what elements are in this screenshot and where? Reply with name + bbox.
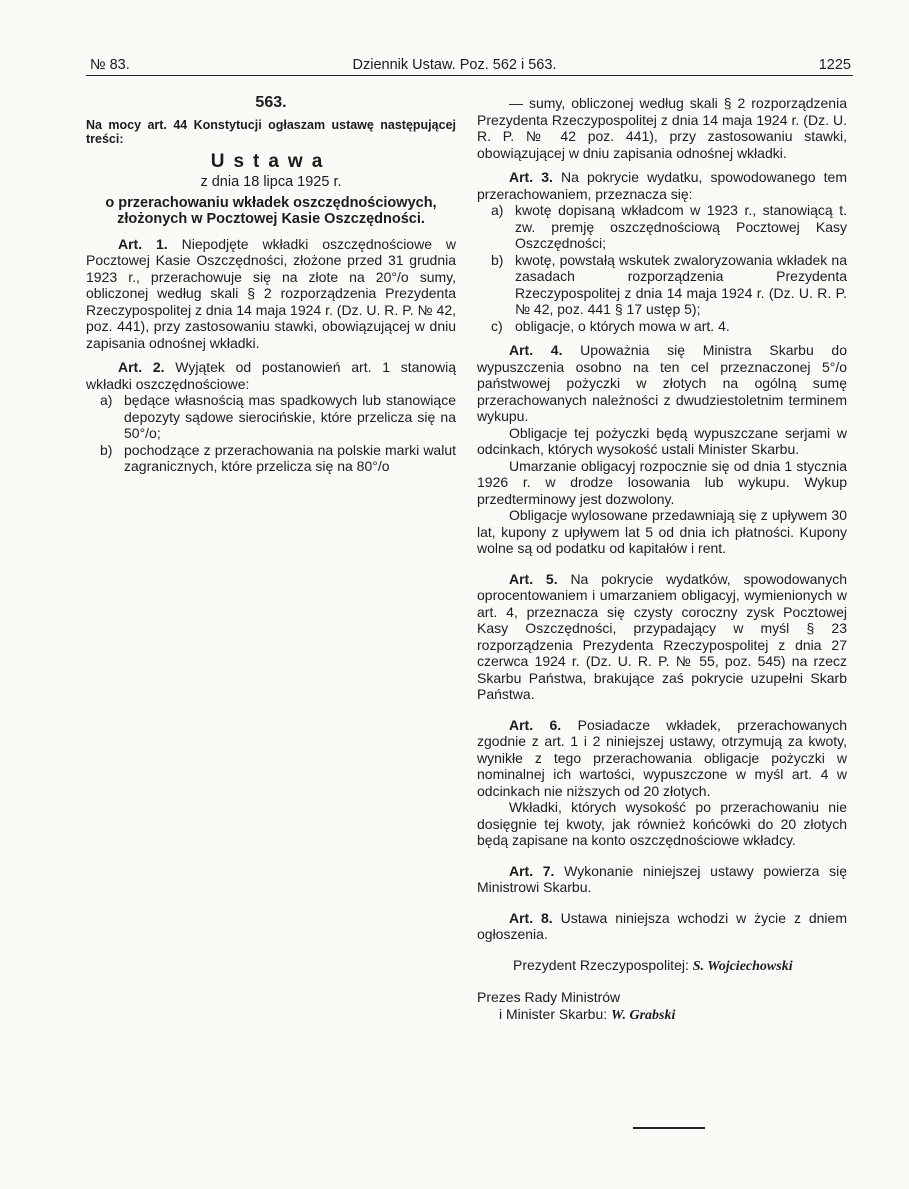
- article-7: [477, 863, 847, 896]
- article-2-item: [86, 392, 456, 442]
- article-2-continuation: — sumy, obliczonej według skali § 2 rozporządzenia Prezydenta Rzeczypospolitej z dnia 14 maja 1924 r. (Dz. U. R. P. № 42 poz. 441), przy zastosowaniu stawki, obowiązującej w dniu zapisania odnośnej wkładki.: [477, 95, 847, 161]
- page-number: 1225: [818, 57, 851, 73]
- article-1-heading: Art. 1.: [118, 235, 168, 252]
- article-5-heading: Art. 5.: [509, 570, 558, 587]
- article-3-heading: Art. 3.: [509, 169, 553, 185]
- article-3-text: Na pokrycie wydatku, spowodowanego tem przerachowaniem, przeznacza się:: [477, 169, 847, 202]
- article-7-heading: Art. 7.: [509, 862, 555, 879]
- end-rule: [633, 1127, 705, 1129]
- act-title: Ustawa: [210, 150, 332, 172]
- article-2-text: Wyjątek od postanowień art. 1 stanowią wkładki oszczędnościowe:: [86, 359, 456, 392]
- treasury-name: W. Grabski: [611, 1007, 676, 1023]
- act-intro: Na mocy art. 44 Konstytucji ogłaszam ustawę następującej treści:: [86, 117, 456, 146]
- article-4-heading: Art. 4.: [509, 342, 563, 358]
- article-2-item: [86, 442, 456, 475]
- item-text: pochodzące z przerachowania na polskie marki walut zagranicznych, które przelicza się na 80°/o: [124, 441, 456, 474]
- item-text: kwotę dopisaną wkładcom w 1923 r., stanowiącą t. zw. premję oszczędnościową Pocztowej Kasy Oszczędności;: [515, 202, 847, 251]
- article-1-text: Niepodjęte wkładki oszczędnościowe w Pocztowej Kasie Oszczędności, złożone przed 31 grudnia 1923 r., przerachowuje się na złote na 20°/o sumy, obliczonej według skali § 2 rozporządzenia Prezydenta Rzeczypospolitej z dnia 14 maja 1924 r. (Dz. U. R. P. № 42, poz. 441), przy zastosowaniu stawki, obowiązującej w dniu zapisania odnośnej wkładki.: [86, 235, 456, 351]
- act-date: z dnia 18 lipca 1925 r.: [200, 174, 342, 190]
- pm-role: Prezes Rady Ministrów: [477, 989, 621, 1005]
- act-number: 563.: [255, 94, 287, 111]
- article-6: [477, 717, 847, 800]
- item-text: obligacje, o których mowa w art. 4.: [515, 317, 730, 334]
- article-6-heading: Art. 6.: [509, 716, 562, 733]
- president-role: Prezydent Rzeczypospolitej:: [513, 956, 689, 973]
- left-column: [86, 95, 456, 475]
- president-name: S. Wojciechowski: [692, 958, 793, 974]
- article-4-paragraph: Obligacje wylosowane przedawniają się z upływem 30 lat, kupony z upływem lat 5 od dnia ich płatności. Kupony wolne są od podatku od kapitałów i rent.: [477, 507, 847, 556]
- item-label: a): [100, 392, 113, 408]
- article-3-item: [477, 202, 847, 252]
- item-label: b): [100, 441, 113, 458]
- article-4: [477, 342, 847, 425]
- article-4-paragraph: Obligacje tej pożyczki będą wypuszczane serjami w odcinkach, których wysokość ustali Minister Skarbu.: [477, 424, 847, 457]
- article-2-heading: Art. 2.: [118, 359, 165, 375]
- item-label: a): [491, 202, 504, 218]
- article-6-paragraph: Wkładki, których wysokość po przerachowaniu nie dosięgnie tej kwoty, jak również końcówki do 20 złotych będą zapisane na konto oszczędnościowe wkładcy.: [477, 799, 847, 848]
- journal-title: Dziennik Ustaw. Poz. 562 i 563.: [352, 57, 557, 73]
- item-label: c): [491, 317, 503, 334]
- article-8: [477, 910, 847, 943]
- item-label: b): [491, 251, 504, 268]
- article-5-text: Na pokrycie wydatków, spowodowanych oprocentowaniem i umarzaniem obligacyj, wymienionych w art. 4, przeznacza się czysty coroczny zysk Pocztowej Kasy Oszczędności, przypadający w myśl § 23 rozporządzenia Prezydenta Rzeczypospolitej z dnia 27 czerwca 1924 r. (Dz. U. R. P. № 55, poz. 545) na rzecz Skarbu Państwa, brakujące zaś pokrycie uzupełni Skarb Państwa.: [477, 570, 848, 702]
- article-8-heading: Art. 8.: [509, 909, 553, 926]
- article-8-text: Ustawa niniejsza wchodzi w życie z dniem ogłoszenia.: [477, 909, 847, 942]
- article-5: [477, 571, 847, 703]
- article-4-paragraph: Upoważnia się Ministra Skarbu do wypuszczenia osobno na ten cel przeznaczonej 5°/o państwowej pożyczki w złotych na ogólną sumę przerachowanych należności z dwudziestoletnim terminem wykupu.: [477, 342, 848, 424]
- right-column: [477, 95, 847, 1024]
- ministers-signature: [477, 989, 847, 1024]
- article-3: [477, 169, 847, 202]
- header-rule: [86, 75, 853, 76]
- treasury-role: i Minister Skarbu:: [499, 1005, 608, 1022]
- item-text: kwotę, powstałą wskutek zwaloryzowania wkładek na zasadach rozporządzenia Prezydenta Rzeczypospolitej z dnia 14 maja 1924 r. (Dz. U. R. P. № 42, poz. 441 § 17 ustęp 5);: [515, 251, 847, 317]
- issue-number: № 83.: [90, 57, 130, 73]
- article-6-paragraph: Posiadacze wkładek, przerachowanych zgodnie z art. 1 i 2 niniejszej ustawy, otrzymują za kwoty, wynikłe z tego przerachowania obligacje pożyczki w nominalnej ich wartości, wypuszczone w myśl art. 4 w odcinkach nie niższych od 20 złotych.: [477, 716, 847, 799]
- article-2: [86, 359, 456, 392]
- article-3-item: [477, 252, 847, 318]
- article-3-item: [477, 318, 847, 335]
- article-4-paragraph: Umarzanie obligacyj rozpocznie się od dnia 1 stycznia 1926 r. w drodze losowania lub wykupu. Wykup przedterminowy jest dozwolony.: [477, 457, 847, 507]
- item-text: będące własnością mas spadkowych lub stanowiące depozyty sądowe sierocińskie, które przelicza się na 50°/o;: [124, 392, 456, 441]
- act-subject: o przerachowaniu wkładek oszczędnościowych, złożonych w Pocztowej Kasie Oszczędności.: [105, 194, 437, 227]
- article-1: [86, 236, 456, 352]
- article-7-text: Wykonanie niniejszej ustawy powierza się Ministrowi Skarbu.: [477, 862, 847, 895]
- president-signature: [477, 957, 847, 976]
